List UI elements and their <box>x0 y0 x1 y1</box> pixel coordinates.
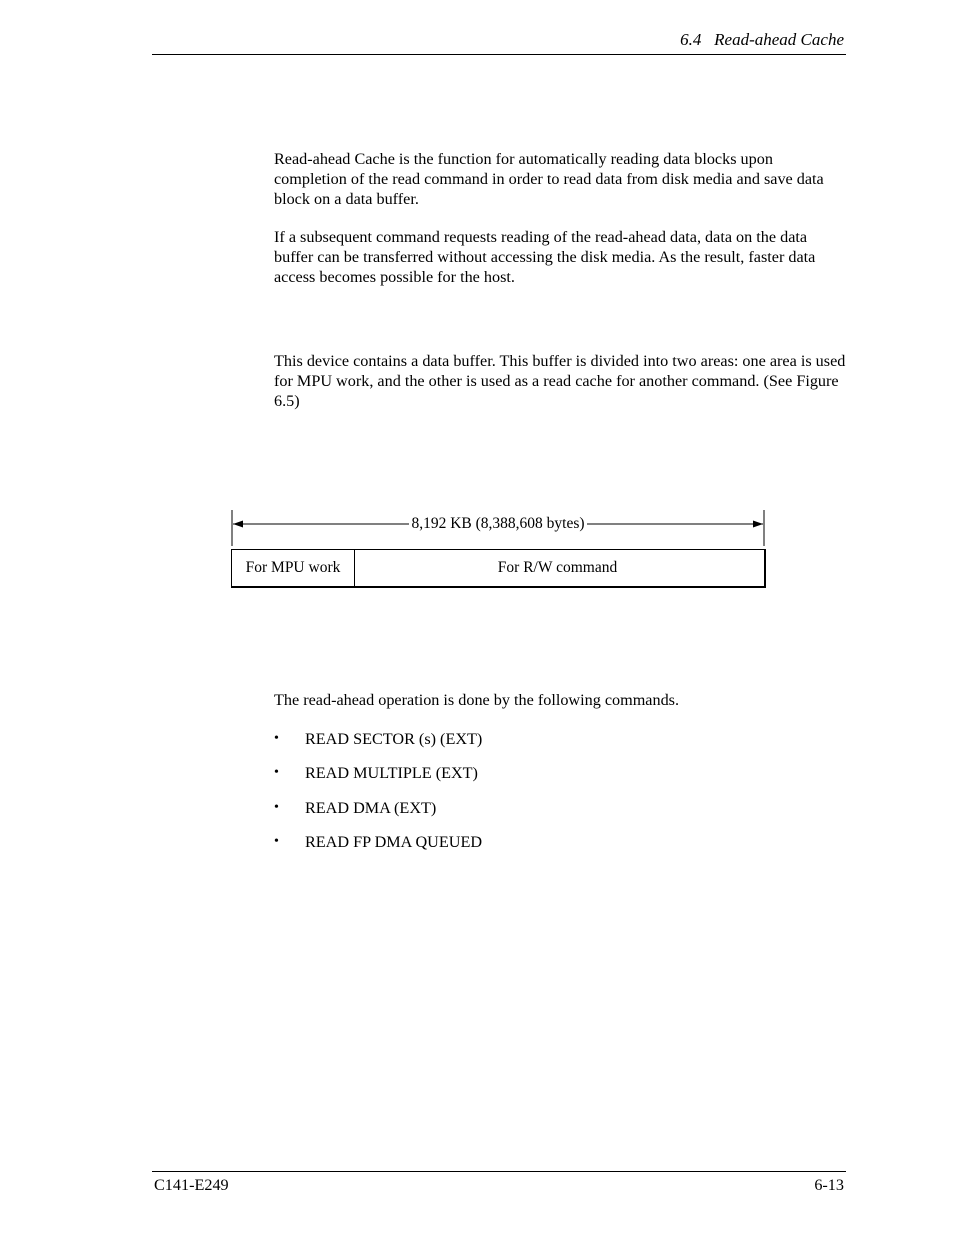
list-item: • READ FP DMA QUEUED <box>274 832 483 851</box>
paragraph-subsequent-command: If a subsequent command requests reading of the read-ahead data, data on the data buffer can be transferred without accessing the disk media. As the result, faster data access becomes possible for the host. <box>274 228 816 286</box>
buffer-box <box>231 549 766 588</box>
paragraph-commands-intro: The read-ahead operation is done by the following commands. <box>274 691 680 709</box>
bullet-icon: • <box>274 799 279 815</box>
header-section-title: Read-ahead Cache <box>714 30 844 49</box>
page-number: 6-13 <box>814 1176 844 1194</box>
footer-rule <box>152 1171 846 1172</box>
running-header <box>680 30 844 50</box>
mpu-work-area: For MPU work <box>232 550 355 586</box>
bullet-icon: • <box>274 833 279 849</box>
document-id: C141-E249 <box>154 1176 229 1194</box>
rw-command-area: For R/W command <box>497 559 618 576</box>
paragraph-intro: Read-ahead Cache is the function for automatically reading data blocks upon completion of the read command in order to read data from disk media and save data block on a data buffer. <box>274 150 824 208</box>
buffer-size-label: 8,192 KB (8,388,608 bytes) <box>411 515 585 532</box>
list-item: • READ MULTIPLE (EXT) <box>274 764 478 783</box>
header-section-number: 6.4 <box>680 30 702 49</box>
list-item: • READ SECTOR (s) (EXT) <box>274 730 483 748</box>
bullet-icon: • <box>274 765 279 781</box>
list-item: • READ DMA (EXT) <box>274 798 437 817</box>
buffer-figure <box>231 508 765 588</box>
paragraph-data-buffer: This device contains a data buffer. This buffer is divided into two areas: one area is used for MPU work, and the other is used as a read cache for another command. (See Figure 6.5) <box>274 352 846 410</box>
bullet-icon: • <box>274 731 279 746</box>
header-rule <box>152 54 846 55</box>
command-list <box>274 729 482 866</box>
